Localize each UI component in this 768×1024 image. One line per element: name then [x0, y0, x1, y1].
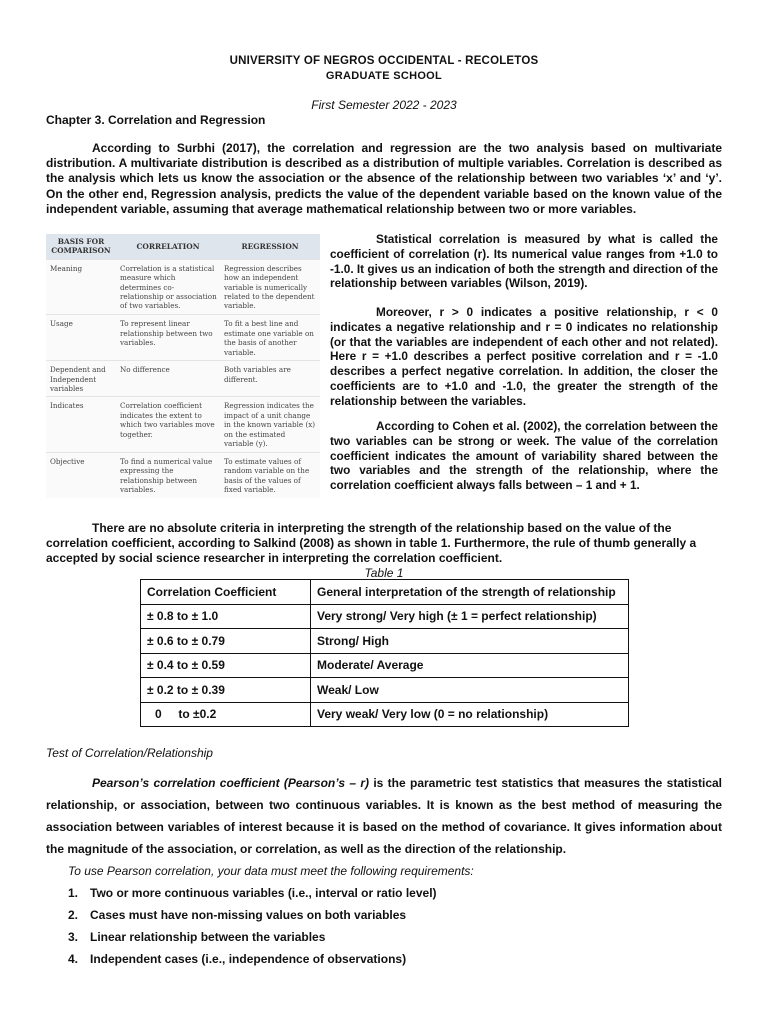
table-cell: Usage [46, 315, 116, 361]
table-row [141, 629, 629, 654]
table-cell: Very weak/ Very low (0 = no relationship) [311, 702, 629, 727]
table-cell: To find a numerical value expressing the relationship between variables. [116, 453, 220, 498]
list-number: 4. [68, 952, 79, 966]
comparison-table [46, 234, 320, 498]
comparison-header-row [46, 234, 320, 259]
table-cell: Correlation is a statistical measure which determines co-relationship or association of two variables. [116, 259, 220, 315]
table-cell: Meaning [46, 259, 116, 315]
list-item [68, 907, 437, 929]
pearson-body: is the parametric test statistics that measures the statistical relationship, or association, between two continuous variables. It is known as the best method of measuring the association between variables of interest because it is based on the method of covariance. It gives information about the magnitude of the association, or correlation, as well as the direction of the relationship. [46, 776, 723, 856]
table1-caption: Table 1 [364, 566, 404, 580]
table-row [141, 678, 629, 703]
table-row [46, 397, 320, 453]
semester-label: First Semester 2022 - 2023 [311, 98, 457, 112]
table-row [141, 702, 629, 727]
list-item [68, 885, 437, 907]
test-heading: Test of Correlation/Relationship [46, 746, 213, 760]
table-cell: Dependent and Independent variables [46, 361, 116, 397]
table-header-coefficient: Correlation Coefficient [141, 580, 311, 605]
school-name: GRADUATE SCHOOL [325, 70, 443, 82]
list-number: 1. [68, 886, 79, 900]
table-row [141, 653, 629, 678]
pearson-paragraph [46, 772, 722, 860]
table-cell: Objective [46, 453, 116, 498]
list-text: Cases must have non-missing values on both variables [90, 908, 407, 922]
table-row [46, 259, 320, 315]
table-cell: 0 to ±0.2 [141, 702, 311, 727]
table-cell: To represent linear relationship between two variables. [116, 315, 220, 361]
list-text: Linear relationship between the variables [90, 930, 326, 944]
table-row [46, 315, 320, 361]
table-cell: Strong/ High [311, 629, 629, 654]
table-cell: ± 0.6 to ± 0.79 [141, 629, 311, 654]
table-row [46, 361, 320, 397]
table-cell: ± 0.4 to ± 0.59 [141, 653, 311, 678]
direction-paragraph: Moreover, r > 0 indicates a positive relationship, r < 0 indicates a negative relationship and r = 0 indicates no relationship (or that the variables are independent of each other and not related). Here r = +1.0 describes a perfect positive correlation and r = -1.0 describes a perfect negative correlation. In addition, the closer the coefficients are to +1.0 and -1.0, the greater the strength of the relationship between the variables. [330, 305, 718, 408]
strength-paragraph: According to Cohen et al. (2002), the correlation between the two variables can be strong or week. The value of the correlation coefficient indicates the amount of variability shared between the two variables and the strength of the relationship, where the correlation coefficient always falls between – 1 and + 1. [330, 419, 718, 493]
comparison-header-regression: REGRESSION [220, 234, 320, 259]
table-cell: ± 0.8 to ± 1.0 [141, 604, 311, 629]
list-item [68, 951, 437, 973]
list-number: 3. [68, 930, 79, 944]
interpretation-table [140, 579, 629, 727]
table-cell: Indicates [46, 397, 116, 453]
table-cell: ± 0.2 to ± 0.39 [141, 678, 311, 703]
table-row [46, 453, 320, 498]
table-cell: Regression describes how an independent variable is numerically related to the dependent variable. [220, 259, 320, 315]
university-name: UNIVERSITY OF NEGROS OCCIDENTAL - RECOLETOS [229, 55, 539, 67]
coefficient-paragraph: Statistical correlation is measured by what is called the coefficient of correlation (r). Its numerical value ranges from +1.0 to -1.0. It gives us an indication of both the strength and direction of the relationship between variables (Wilson, 2019). [330, 232, 719, 291]
list-number: 2. [68, 908, 79, 922]
comparison-header-basis: BASIS FOR COMPARISON [46, 234, 116, 259]
table-cell: Very strong/ Very high (± 1 = perfect relationship) [311, 604, 629, 629]
list-text: Two or more continuous variables (i.e., interval or ratio level) [90, 886, 437, 900]
table-cell: Regression indicates the impact of a unit change in the known variable (x) on the estimated variable (y). [220, 397, 320, 453]
table-header-interpretation: General interpretation of the strength of relationship [311, 580, 629, 605]
table-header-row [141, 580, 629, 605]
criteria-paragraph: There are no absolute criteria in interpreting the strength of the relationship based on the value of the correlation coefficient, according to Salkind (2008) as shown in table 1. Furthermore, the rule of thumb generally a accepted by social science researcher in interpreting the correlation coefficient. [46, 521, 697, 565]
list-text: Independent cases (i.e., independence of observations) [90, 952, 407, 966]
pearson-term: Pearson’s correlation coefficient (Pearson’s – r) [92, 776, 370, 790]
list-item [68, 929, 437, 951]
requirements-intro: To use Pearson correlation, your data must meet the following requirements: [68, 864, 474, 878]
chapter-title: Chapter 3. Correlation and Regression [46, 113, 266, 127]
table-cell: To estimate values of random variable on the basis of the values of fixed variable. [220, 453, 320, 498]
table-cell: Both variables are different. [220, 361, 320, 397]
table-cell: No difference [116, 361, 220, 397]
intro-paragraph: According to Surbhi (2017), the correlation and regression are the two analysis based on multivariate distribution. A multivariate distribution is described as a distribution of multiple variables. Correlation is described as the analysis which lets us know the association or the absence of the relationship between two variables ‘x’ and ‘y’. On the other end, Regression analysis, predicts the value of the dependent variable based on the known value of the independent variable, assuming that average mathematical relationship between two or more variables. [46, 141, 722, 216]
table-cell: Correlation coefficient indicates the extent to which two variables move together. [116, 397, 220, 453]
table-row [141, 604, 629, 629]
table-cell: To fit a best line and estimate one variable on the basis of another variable. [220, 315, 320, 361]
comparison-header-correlation: CORRELATION [116, 234, 220, 259]
table-cell: Weak/ Low [311, 678, 629, 703]
requirements-list [68, 885, 437, 973]
table-cell: Moderate/ Average [311, 653, 629, 678]
